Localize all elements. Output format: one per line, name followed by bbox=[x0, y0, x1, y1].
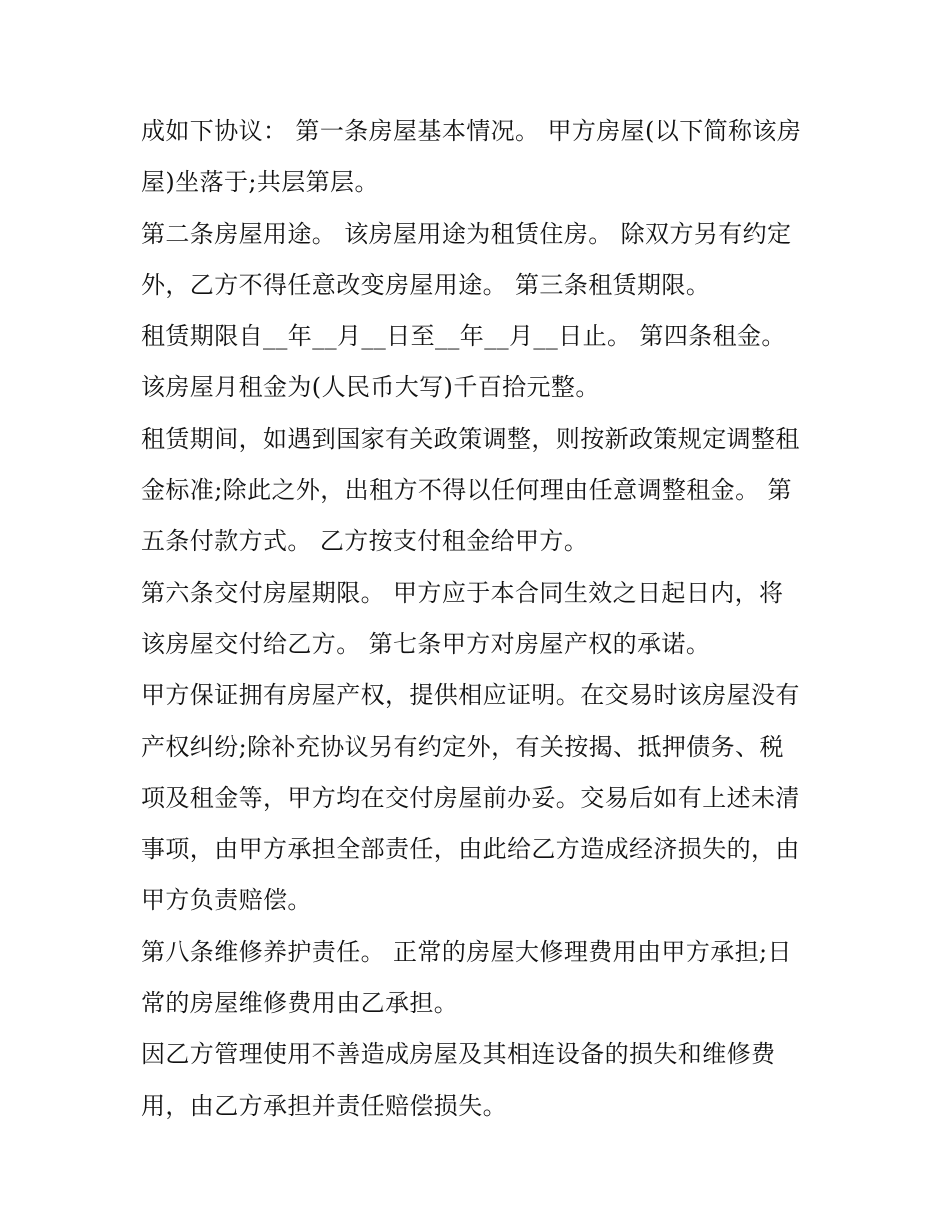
text-line: 用，由乙方承担并责任赔偿损失。 bbox=[141, 1091, 507, 1120]
text-line: 该房屋月租金为(人民币大写)千百拾元整。 bbox=[141, 373, 600, 402]
text-line: 事项，由甲方承担全部责任，由此给乙方造成经济损失的，由 bbox=[141, 835, 800, 864]
text-line: 租赁期间，如遇到国家有关政策调整，则按新政策规定调整租 bbox=[141, 424, 800, 453]
text-line: 屋)坐落于;共层第层。 bbox=[141, 168, 379, 197]
text-line: 该房屋交付给乙方。 第七条甲方对房屋产权的承诺。 bbox=[141, 629, 711, 658]
text-line: 常的房屋维修费用由乙承担。 bbox=[141, 989, 459, 1018]
text-line: 第八条维修养护责任。 正常的房屋大修理费用由甲方承担;日 bbox=[141, 937, 792, 966]
text-line: 金标准;除此之外，出租方不得以任何理由任意调整租金。 第 bbox=[141, 476, 792, 505]
text-line: 甲方保证拥有房屋产权，提供相应证明。在交易时该房屋没有 bbox=[141, 681, 800, 710]
text-line: 第六条交付房屋期限。 甲方应于本合同生效之日起日内，将 bbox=[141, 578, 784, 607]
text-line: 成如下协议： 第一条房屋基本情况。 甲方房屋(以下简称该房 bbox=[141, 117, 802, 145]
text-line: 五条付款方式。 乙方按支付租金给甲方。 bbox=[141, 527, 589, 556]
text-line: 因乙方管理使用不善造成房屋及其相连设备的损失和维修费 bbox=[141, 1040, 776, 1069]
text-line: 产权纠纷;除补充协议另有约定外，有关按揭、抵押债务、税 bbox=[141, 732, 784, 761]
text-line: 甲方负责赔偿。 bbox=[141, 886, 312, 915]
text-line: 租赁期限自__年__月__日至__年__月__日止。 第四条租金。 bbox=[141, 322, 786, 351]
text-line: 外，乙方不得任意改变房屋用途。 第三条租赁期限。 bbox=[141, 270, 711, 299]
text-line: 第二条房屋用途。 该房屋用途为租赁住房。 除双方另有约定 bbox=[141, 219, 792, 248]
text-line: 项及租金等，甲方均在交付房屋前办妥。交易后如有上述未清 bbox=[141, 783, 800, 812]
document-body bbox=[141, 106, 821, 1132]
